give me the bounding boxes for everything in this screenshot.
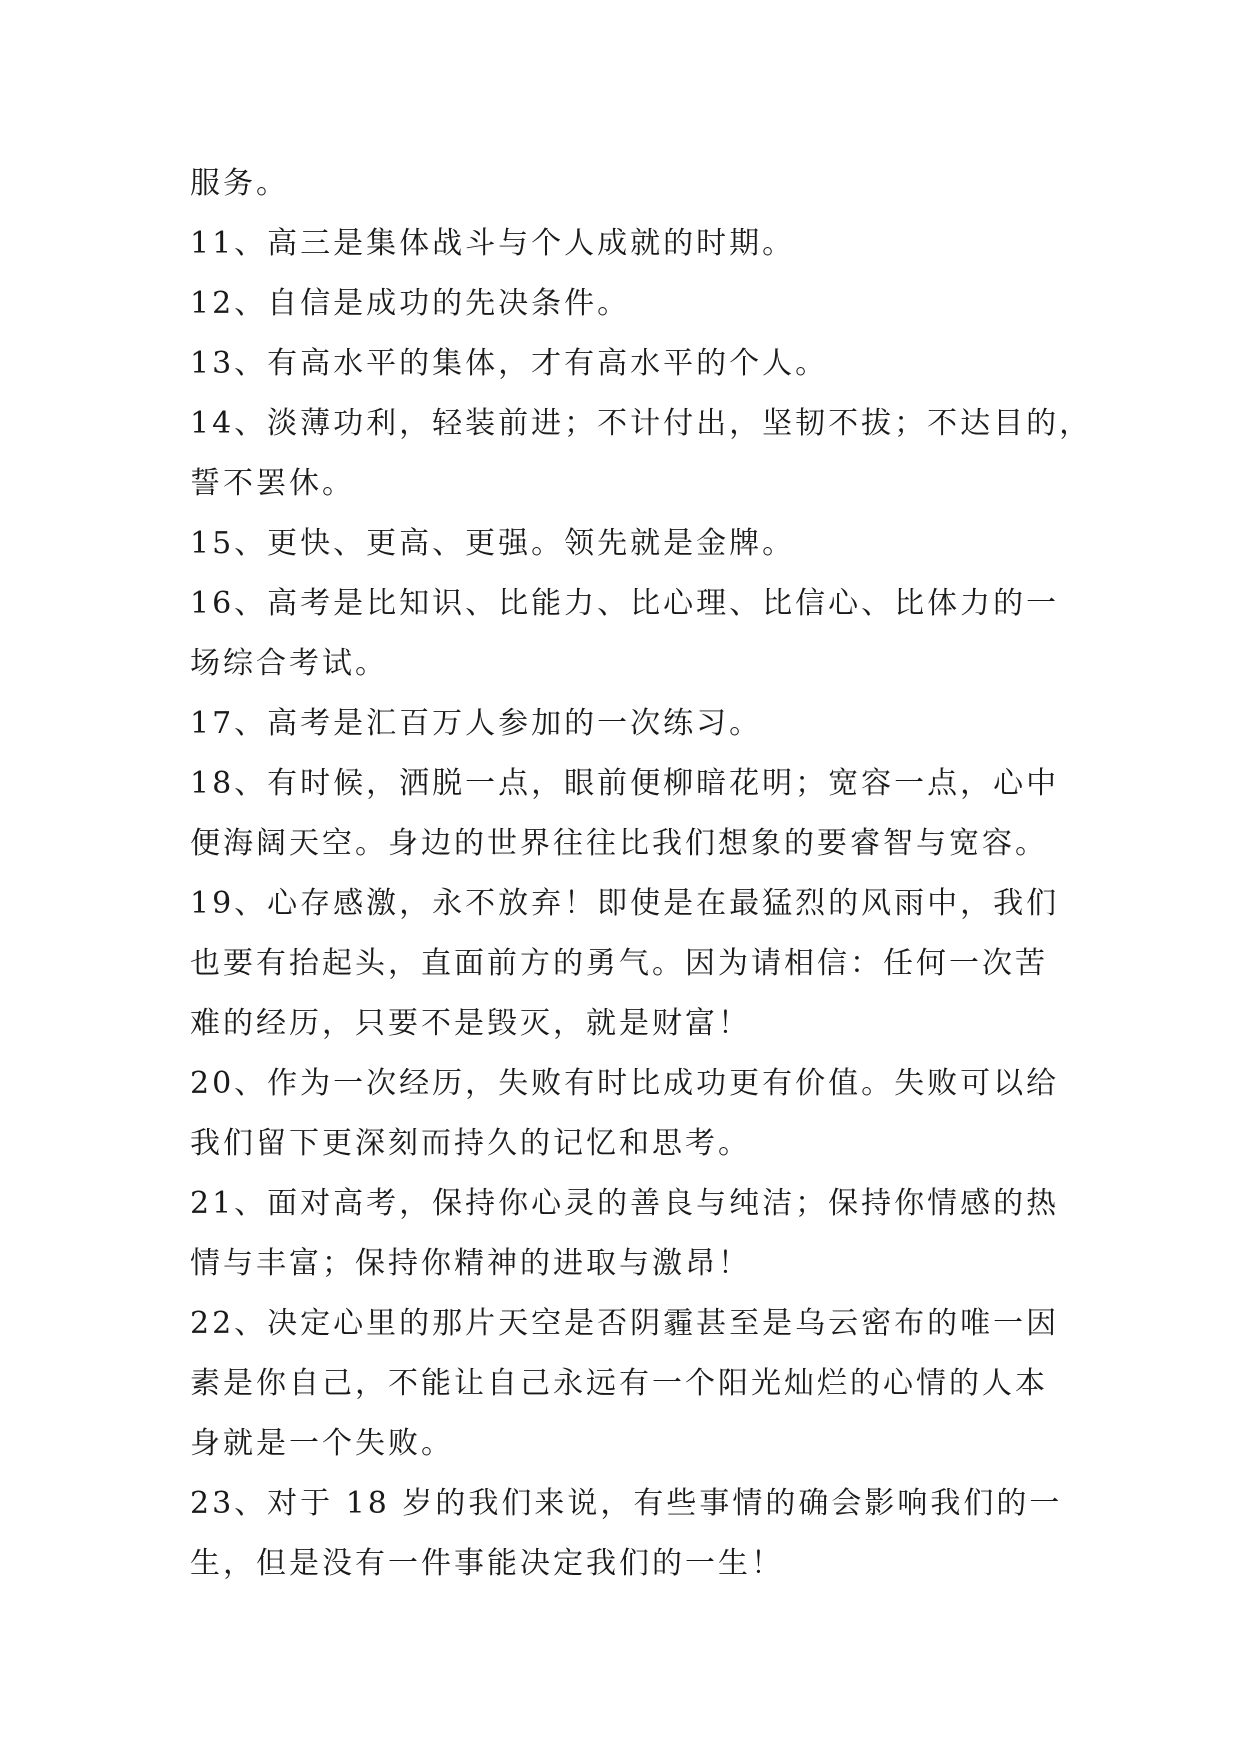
text-line: 生，但是没有一件事能决定我们的一生！ — [190, 1546, 784, 1581]
text-line: 11、高三是集体战斗与个人成就的时期。 — [190, 226, 796, 261]
document-body — [190, 154, 1093, 1594]
text-line: 16、高考是比知识、比能力、比心理、比信心、比体力的一 — [190, 586, 1060, 621]
text-line: 难的经历，只要不是毁灭，就是财富！ — [190, 1006, 751, 1041]
text-line: 便海阔天空。身边的世界往往比我们想象的要睿智与宽容。 — [190, 826, 1048, 861]
text-line: 也要有抬起头，直面前方的勇气。因为请相信：任何一次苦 — [190, 946, 1048, 981]
text-line: 我们留下更深刻而持久的记忆和思考。 — [190, 1126, 751, 1161]
text-line: 素是你自己，不能让自己永远有一个阳光灿烂的心情的人本 — [190, 1366, 1048, 1401]
text-line: 情与丰富；保持你精神的进取与激昂！ — [190, 1246, 751, 1281]
text-line: 场综合考试。 — [190, 646, 388, 681]
text-line: 23、对于 18 岁的我们来说，有些事情的确会影响我们的一 — [190, 1486, 1063, 1521]
text-line: 18、有时候，洒脱一点，眼前便柳暗花明；宽容一点，心中 — [190, 766, 1060, 801]
text-line: 20、作为一次经历，失败有时比成功更有价值。失败可以给 — [190, 1066, 1060, 1101]
text-line: 誓不罢休。 — [190, 466, 355, 501]
text-line: 身就是一个失败。 — [190, 1426, 454, 1461]
text-line: 21、面对高考，保持你心灵的善良与纯洁；保持你情感的热 — [190, 1186, 1060, 1221]
text-line: 14、淡薄功利，轻装前进；不计付出，坚韧不拔；不达目的， — [190, 406, 1093, 441]
text-line: 15、更快、更高、更强。领先就是金牌。 — [190, 526, 796, 561]
text-line: 22、决定心里的那片天空是否阴霾甚至是乌云密布的唯一因 — [190, 1306, 1060, 1341]
text-line: 17、高考是汇百万人参加的一次练习。 — [190, 706, 763, 741]
text-line: 12、自信是成功的先决条件。 — [190, 286, 631, 321]
text-line: 19、心存感激，永不放弃！即使是在最猛烈的风雨中，我们 — [190, 886, 1060, 921]
text-line: 服务。 — [190, 166, 289, 201]
text-line: 13、有高水平的集体，才有高水平的个人。 — [190, 346, 829, 381]
